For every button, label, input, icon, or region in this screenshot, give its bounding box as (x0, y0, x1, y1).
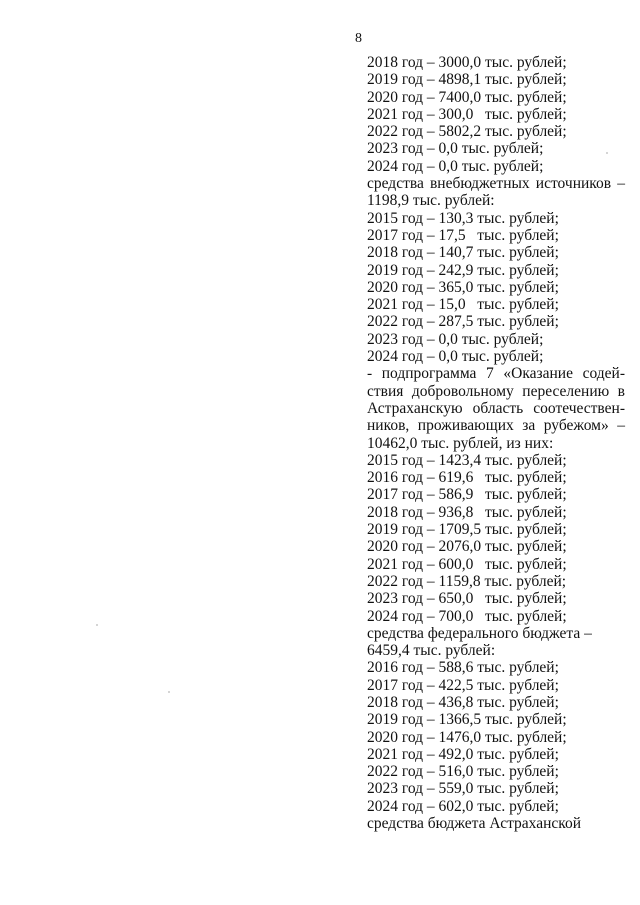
scan-speck (96, 624, 98, 626)
text-line: 2019 год – 1366,5 тыс. рублей; (367, 711, 567, 729)
text-line: Астраханскую область соотечествен- (367, 399, 625, 417)
scan-speck (606, 152, 608, 154)
text-line: 2022 год – 5802,2 тыс. рублей; (367, 123, 567, 141)
text-line: 10462,0 тыс. рублей, из них: (367, 434, 554, 452)
text-line: 2024 год – 602,0 тыс. рублей; (367, 797, 559, 815)
text-line: 2020 год – 1476,0 тыс. рублей; (367, 728, 567, 746)
page-number: 8 (355, 31, 362, 46)
text-line: средства внебюджетных источников – (367, 175, 625, 193)
text-line: средства федерального бюджета – (367, 624, 592, 642)
text-line: 2017 год – 586,9 тыс. рублей; (367, 486, 567, 504)
text-line: 2020 год – 2076,0 тыс. рублей; (367, 538, 567, 556)
text-line: 2020 год – 7400,0 тыс. рублей; (367, 88, 567, 106)
text-line: средства бюджета Астраханской (367, 815, 582, 833)
text-line: 2018 год – 436,8 тыс. рублей; (367, 693, 559, 711)
budget-text-column (367, 54, 625, 832)
text-line: 2018 год – 936,8 тыс. рублей; (367, 503, 567, 521)
text-line: - подпрограмма 7 «Оказание содей- (367, 365, 625, 383)
text-line: 2024 год – 700,0 тыс. рублей; (367, 607, 567, 625)
text-line: 2018 год – 3000,0 тыс. рублей; (367, 54, 567, 71)
text-line: 2017 год – 17,5 тыс. рублей; (367, 226, 559, 244)
text-line: 2016 год – 619,6 тыс. рублей; (367, 469, 567, 487)
text-line: 2023 год – 0,0 тыс. рублей; (367, 140, 544, 158)
text-line: 6459,4 тыс. рублей: (367, 642, 496, 660)
text-line: 2015 год – 1423,4 тыс. рублей; (367, 451, 567, 469)
text-line: 2019 год – 1709,5 тыс. рублей; (367, 521, 567, 539)
text-line: ствия добровольному переселению в (367, 382, 625, 400)
text-line: 2024 год – 0,0 тыс. рублей; (367, 348, 544, 366)
text-line: 2021 год – 15,0 тыс. рублей; (367, 296, 559, 314)
scan-speck (168, 691, 170, 693)
text-line: 2020 год – 365,0 тыс. рублей; (367, 278, 559, 296)
text-line: 2021 год – 492,0 тыс. рублей; (367, 745, 559, 763)
text-line: 2023 год – 650,0 тыс. рублей; (367, 590, 567, 608)
text-line: 2023 год – 0,0 тыс. рублей; (367, 330, 544, 348)
text-line: ников, проживающих за рубежом» – (367, 417, 625, 435)
text-line: 2021 год – 300,0 тыс. рублей; (367, 105, 567, 123)
text-line: 2018 год – 140,7 тыс. рублей; (367, 244, 559, 262)
text-line: 2022 год – 287,5 тыс. рублей; (367, 313, 559, 331)
text-line: 2015 год – 130,3 тыс. рублей; (367, 209, 559, 227)
text-line: 2021 год – 600,0 тыс. рублей; (367, 555, 567, 573)
text-line: 2019 год – 242,9 тыс. рублей; (367, 261, 559, 279)
text-line: 2024 год – 0,0 тыс. рублей; (367, 157, 544, 175)
text-line: 1198,9 тыс. рублей: (367, 192, 495, 210)
text-line: 2019 год – 4898,1 тыс. рублей; (367, 71, 567, 89)
text-line: 2017 год – 422,5 тыс. рублей; (367, 676, 559, 694)
text-line: 2016 год – 588,6 тыс. рублей; (367, 659, 559, 677)
text-line: 2023 год – 559,0 тыс. рублей; (367, 780, 559, 798)
text-line: 2022 год – 1159,8 тыс. рублей; (367, 572, 567, 590)
text-line: 2022 год – 516,0 тыс. рублей; (367, 763, 559, 781)
